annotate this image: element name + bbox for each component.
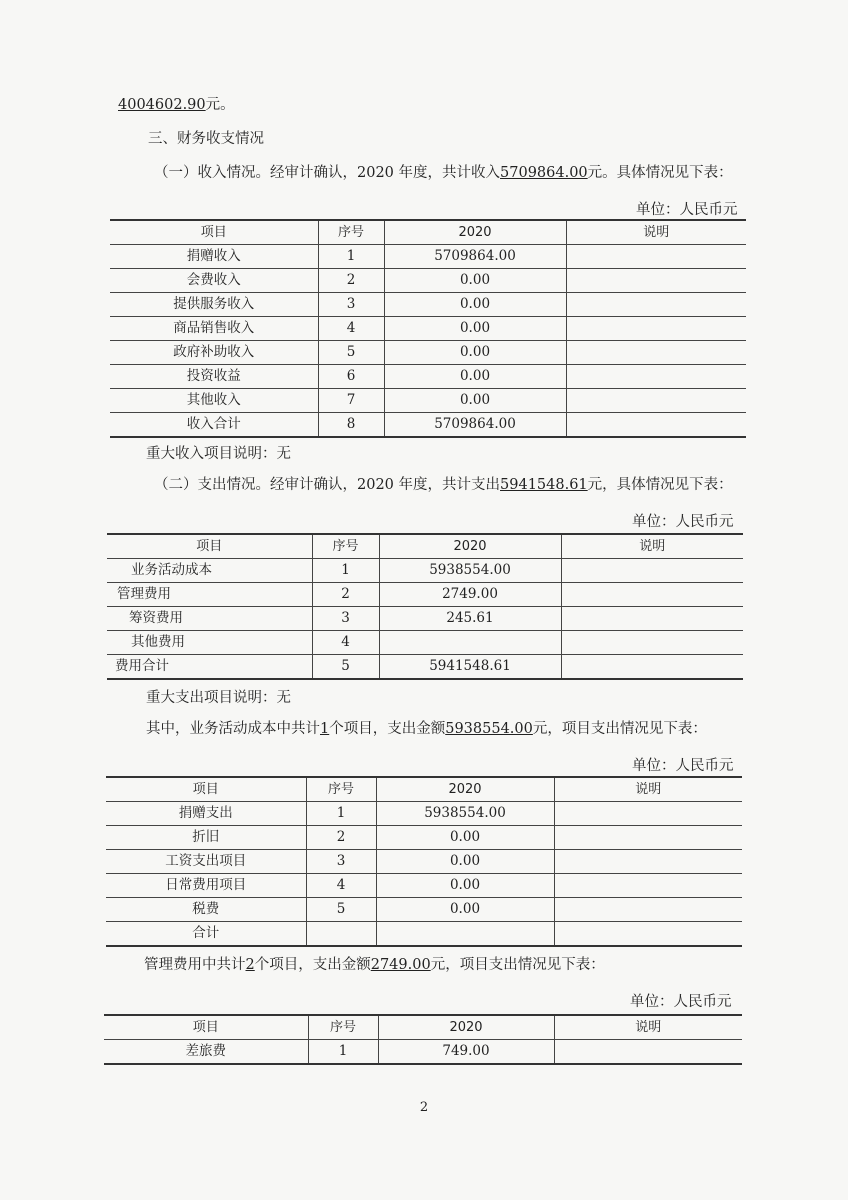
table-row: 工资支出项目 3 0.00 <box>106 850 742 874</box>
income-intro-suffix: 元。具体情况见下表： <box>587 165 733 181</box>
header-note: 说明 <box>566 220 746 245</box>
table-row: 管理费用 2 2749.00 <box>107 583 743 607</box>
income-table <box>110 219 746 438</box>
header-seq: 序号 <box>306 777 376 802</box>
income-intro <box>154 164 733 182</box>
header-year: 2020 <box>378 1015 554 1040</box>
header-item: 项目 <box>106 777 306 802</box>
income-intro-prefix: （一）收入情况。经审计确认，2020 年度，共计收入 <box>154 165 501 181</box>
table-row: 商品销售收入 4 0.00 <box>110 317 746 341</box>
page-number: 2 <box>419 1100 429 1115</box>
expense-note: 重大支出项目说明：无 <box>146 690 291 706</box>
table-row: 筹资费用 3 245.61 <box>107 607 743 631</box>
expense-table <box>107 533 743 680</box>
table-row: 其他费用 4 <box>107 631 743 655</box>
table-row: 折旧 2 0.00 <box>106 826 742 850</box>
mgmt-unit-label: 单位：人民币元 <box>630 994 732 1010</box>
header-seq: 序号 <box>308 1015 378 1040</box>
header-note: 说明 <box>561 534 743 559</box>
header-year: 2020 <box>384 220 566 245</box>
income-unit-label: 单位：人民币元 <box>636 202 738 218</box>
business-intro: 其中，业务活动成本中共计1个项目，支出金额5938554.00元，项目支出情况见下表： <box>146 721 707 737</box>
income-note: 重大收入项目说明：无 <box>146 446 291 462</box>
header-item: 项目 <box>104 1015 308 1040</box>
table-row: 会费收入 2 0.00 <box>110 269 746 293</box>
expense-intro <box>154 476 733 494</box>
table-row: 业务活动成本 1 5938554.00 <box>107 559 743 583</box>
header-note: 说明 <box>554 777 742 802</box>
top-amount: 4004602.90 <box>118 97 206 113</box>
expense-intro-prefix: （二）支出情况。经审计确认，2020 年度，共计支出 <box>154 477 501 493</box>
table-row: 合计 <box>106 922 742 947</box>
table-row: 投资收益 6 0.00 <box>110 365 746 389</box>
table-row: 提供服务收入 3 0.00 <box>110 293 746 317</box>
table-row: 收入合计 8 5709864.00 <box>110 413 746 438</box>
table-row: 差旅费 1 749.00 <box>104 1040 742 1065</box>
header-item: 项目 <box>107 534 312 559</box>
table-row: 捐赠收入 1 5709864.00 <box>110 245 746 269</box>
header-item: 项目 <box>110 220 318 245</box>
table-row: 费用合计 5 5941548.61 <box>107 655 743 680</box>
table-row: 捐赠支出 1 5938554.00 <box>106 802 742 826</box>
business-unit-label: 单位：人民币元 <box>632 758 734 774</box>
table-row: 政府补助收入 5 0.00 <box>110 341 746 365</box>
table-row: 日常费用项目 4 0.00 <box>106 874 742 898</box>
top-suffix: 元。 <box>205 97 235 113</box>
header-note: 说明 <box>554 1015 742 1040</box>
expense-unit-label: 单位：人民币元 <box>632 514 734 530</box>
mgmt-table <box>104 1014 742 1065</box>
table-row: 税费 5 0.00 <box>106 898 742 922</box>
header-year: 2020 <box>379 534 561 559</box>
expense-intro-suffix: 元，具体情况见下表： <box>587 477 733 493</box>
header-year: 2020 <box>376 777 554 802</box>
income-intro-amount: 5709864.00 <box>500 165 588 181</box>
business-table <box>106 776 742 947</box>
header-seq: 序号 <box>312 534 379 559</box>
section-title: 三、财务收支情况 <box>148 131 264 147</box>
mgmt-intro: 管理费用中共计2个项目，支出金额2749.00元，项目支出情况见下表： <box>144 957 605 973</box>
table-row: 其他收入 7 0.00 <box>110 389 746 413</box>
top-line <box>118 96 235 114</box>
expense-intro-amount: 5941548.61 <box>500 477 588 493</box>
header-seq: 序号 <box>318 220 384 245</box>
